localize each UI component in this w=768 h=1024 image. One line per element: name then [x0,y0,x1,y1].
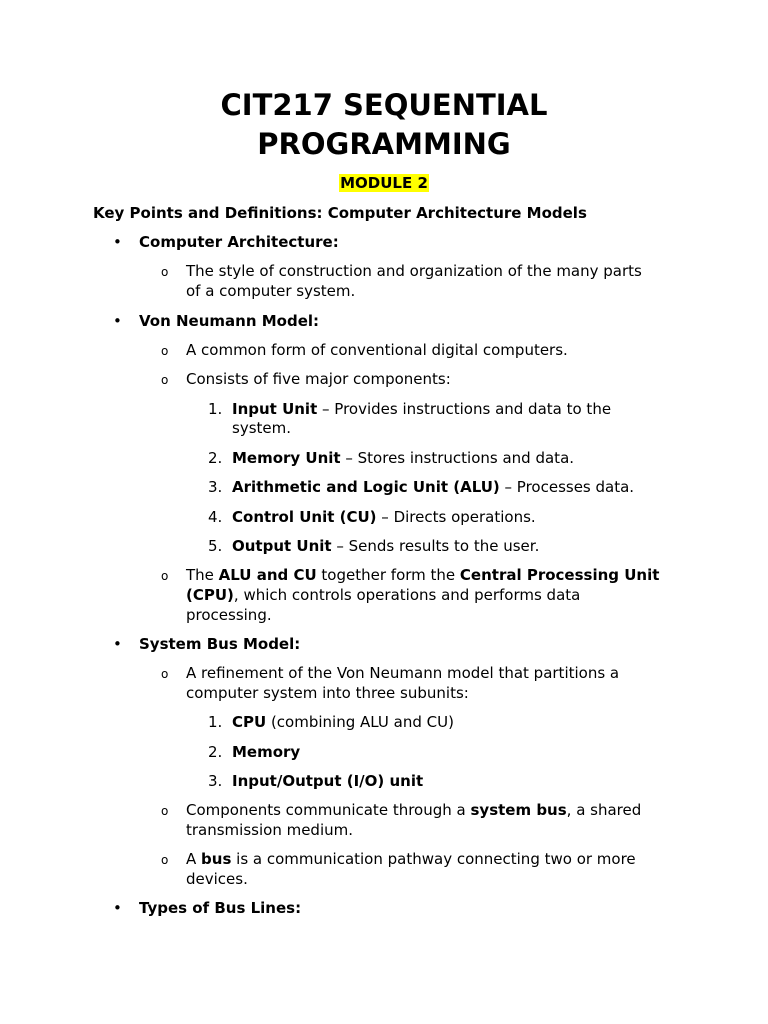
title-line-1: CIT217 SEQUENTIAL [220,88,548,122]
bus-communicate-line-1: Components communicate through a system bus, a shared [186,801,642,819]
sub-bullet-marker: o [161,853,169,867]
bullet-marker: • [113,635,122,653]
subunit-memory: Memory [232,743,301,761]
bus-communicate-line-2: transmission medium. [186,821,354,839]
sub-bullet-marker: o [161,265,169,279]
section-heading: Key Points and Definitions: Computer Architecture Models [93,204,587,222]
cpu-note-line-3: processing. [186,606,272,624]
bus-intro-line-1: A refinement of the Von Neumann model that partitions a [186,664,620,682]
module-label [0,174,768,192]
subunit-cpu: CPU (combining ALU and CU) [232,713,454,731]
bullet-von-neumann: Von Neumann Model: [139,312,320,330]
component-input-unit-cont: system. [232,419,291,437]
list-number: 1. [208,713,223,731]
arch-definition-line-2: of a computer system. [186,282,356,300]
component-input-unit: Input Unit – Provides instructions and data to the [232,400,612,418]
bullet-marker: • [113,233,122,251]
arch-definition-line-1: The style of construction and organization of the many parts [186,262,642,280]
sub-bullet-marker: o [161,804,169,818]
subunit-io: Input/Output (I/O) unit [232,772,424,790]
component-control-unit: Control Unit (CU) – Directs operations. [232,508,536,526]
component-alu: Arithmetic and Logic Unit (ALU) – Processes data. [232,478,635,496]
cpu-note-line-2: (CPU), which controls operations and performs data [186,586,581,604]
component-output-unit: Output Unit – Sends results to the user. [232,537,540,555]
sub-bullet-marker: o [161,344,169,358]
sub-bullet-marker: o [161,667,169,681]
document-title [0,86,768,164]
bus-definition-line-1: A bus is a communication pathway connecting two or more [186,850,636,868]
list-number: 3. [208,772,223,790]
sub-bullet-marker: o [161,373,169,387]
list-number: 4. [208,508,223,526]
module-highlight: MODULE 2 [340,174,428,192]
list-number: 2. [208,449,223,467]
title-line-2: PROGRAMMING [257,127,511,161]
vn-item-common-form: A common form of conventional digital computers. [186,341,568,359]
vn-item-five-components: Consists of five major components: [186,370,451,388]
bus-definition-line-2: devices. [186,870,248,888]
component-memory-unit: Memory Unit – Stores instructions and data. [232,449,575,467]
list-number: 1. [208,400,223,418]
list-number: 3. [208,478,223,496]
bus-intro-line-2: computer system into three subunits: [186,684,469,702]
sub-bullet-marker: o [161,569,169,583]
list-number: 5. [208,537,223,555]
cpu-note-line-1: The ALU and CU together form the Central Processing Unit [186,566,660,584]
list-number: 2. [208,743,223,761]
bullet-system-bus: System Bus Model: [139,635,301,653]
bullet-bus-lines: Types of Bus Lines: [139,899,302,917]
bullet-marker: • [113,899,122,917]
bullet-computer-architecture: Computer Architecture: [139,233,339,251]
bullet-marker: • [113,312,122,330]
